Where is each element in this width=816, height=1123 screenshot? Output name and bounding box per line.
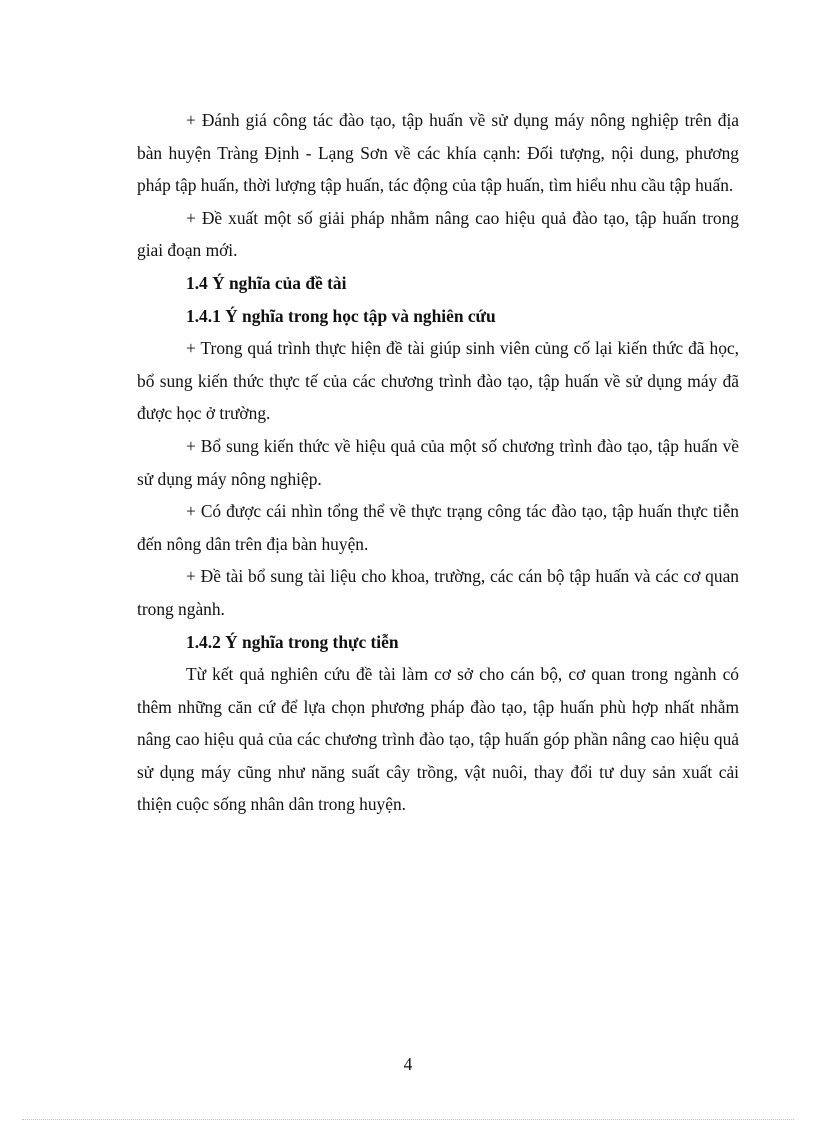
objective-evaluate-training: + Đánh giá công tác đào tạo, tập huấn về sử dụng máy nông nghiệp trên địa bàn huyện Tràng Định - Lạng Sơn về các khía cạnh: Đối tượng, nội dung, phương pháp tập huấn, thời lượng tập huấn, tác động của tập huấn, tìm hiểu nhu cầu tập huấn. — [137, 110, 739, 196]
significance-study-item-4: + Đề tài bổ sung tài liệu cho khoa, trường, các cán bộ tập huấn và các cơ quan trong ngành. — [137, 566, 739, 619]
page-body — [137, 104, 739, 821]
significance-study-item-3: + Có được cái nhìn tổng thể về thực trạng công tác đào tạo, tập huấn thực tiễn đến nông dân trên địa bàn huyện. — [137, 501, 739, 554]
subsection-heading-1-4-2: 1.4.2 Ý nghĩa trong thực tiễn — [186, 631, 399, 652]
practical-significance-paragraph: Từ kết quả nghiên cứu đề tài làm cơ sở cho cán bộ, cơ quan trong ngành có thêm những căn cứ để lựa chọn phương pháp đào tạo, tập huấn phù hợp nhất nhằm nâng cao hiệu quả của các chương trình đào tạo, tập huấn góp phần nâng cao hiệu quả sử dụng máy cũng như năng suất cây trồng, vật nuôi, thay đổi tư duy sản xuất cải thiện cuộc sống nhân dân trong huyện. — [137, 664, 739, 815]
page-bottom-divider — [22, 1119, 794, 1120]
section-heading-1-4: 1.4 Ý nghĩa của đề tài — [186, 272, 347, 293]
subsection-heading-1-4-1: 1.4.1 Ý nghĩa trong học tập và nghiên cứu — [186, 305, 496, 326]
objective-propose-solutions: + Đề xuất một số giải pháp nhằm nâng cao hiệu quả đào tạo, tập huấn trong giai đoạn mới. — [137, 207, 739, 261]
significance-study-item-2: + Bổ sung kiến thức về hiệu quả của một số chương trình đào tạo, tập huấn về sử dụng máy nông nghiệp. — [137, 435, 739, 489]
significance-study-item-1: + Trong quá trình thực hiện đề tài giúp sinh viên củng cố lại kiến thức đã học, bổ sung kiến thức thực tế của các chương trình đào tạo, tập huấn về sử dụng máy đã được học ở trường. — [137, 338, 739, 424]
page-number: 4 — [403, 1054, 413, 1074]
